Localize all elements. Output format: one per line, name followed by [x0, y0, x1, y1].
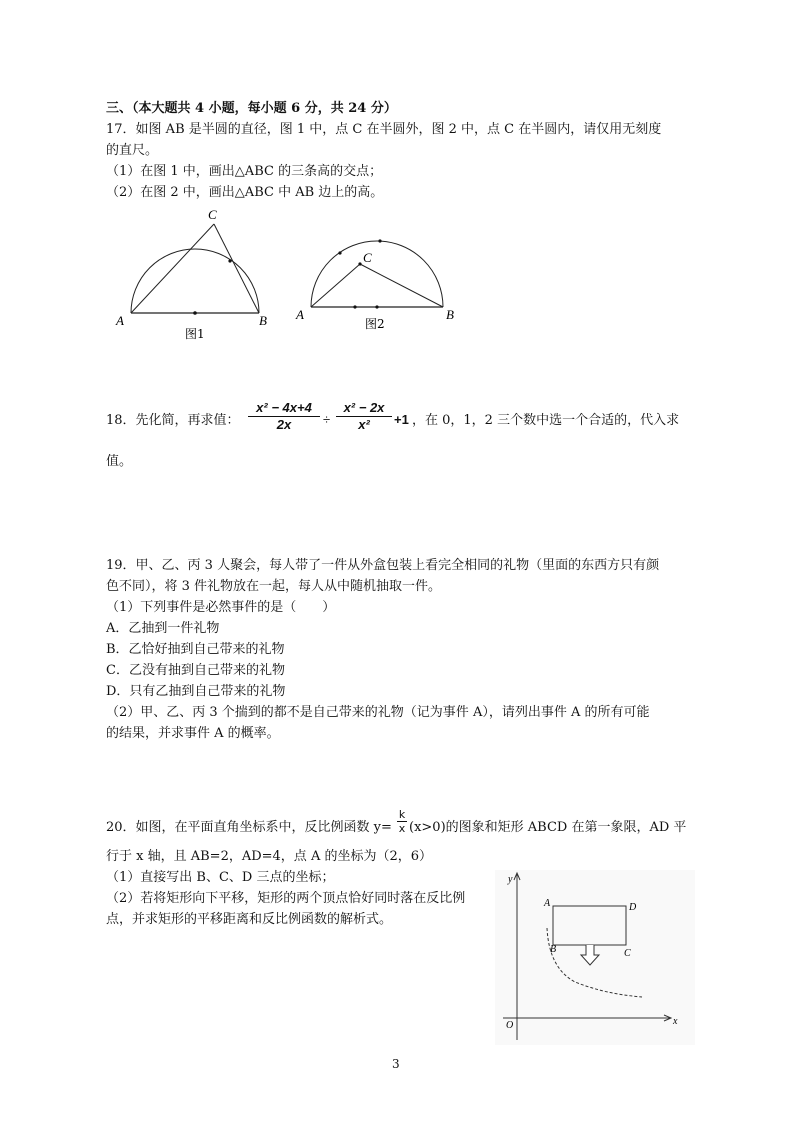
q19-option-d: D．只有乙抽到自己带来的礼物 — [106, 684, 286, 699]
q20-frac-x-den: x — [398, 822, 406, 835]
figure-2 — [296, 230, 466, 335]
q18-fraction-1 — [248, 400, 320, 433]
fig2-caption: 图2 — [365, 317, 385, 331]
q19-line2: 色不同），将 3 件礼物放在一起，每人从中随机抽取一件。 — [106, 579, 442, 594]
q20-frac-k-num: k — [398, 808, 406, 821]
fig1-side-ac — [131, 224, 214, 313]
fig2-label-a: A — [296, 307, 304, 322]
q18-line2: 值。 — [106, 454, 133, 469]
fig1-label-b: B — [259, 313, 267, 328]
fig1-label-a: A — [116, 313, 124, 328]
graph-label-x: x — [673, 1016, 678, 1027]
q18-divide-sign: ÷ — [323, 412, 331, 427]
q20-part2-line2: 点，并求矩形的平移距离和反比例函数的解析式。 — [106, 912, 393, 927]
graph-label-o: O — [506, 1020, 514, 1031]
q18-fraction-2 — [336, 400, 392, 433]
q18-prefix: 18．先化简，再求值： — [106, 413, 240, 428]
fig1-label-c: C — [208, 207, 217, 222]
graph-label-d: D — [629, 902, 637, 913]
q17-part2: （2）在图 2 中，画出△ABC 中 AB 边上的高。 — [106, 185, 384, 200]
q20-suffix: (x>0)的图象和矩形 ABCD 在第一象限，AD 平 — [409, 820, 687, 835]
q19-line1: 19．甲、乙、丙 3 人聚会，每人带了一件从外盒包装上看完全相同的礼物（里面的东西方只有颜 — [106, 558, 660, 573]
fig2-side-ac — [311, 264, 360, 307]
q18-frac1-numerator: x² − 4x+4 — [248, 400, 320, 417]
q17-line2: 的直尺。 — [106, 143, 159, 158]
q20-part1: （1）直接写出 B、C、D 三点的坐标； — [106, 870, 335, 885]
graph-label-a: A — [544, 898, 551, 909]
q17-line1: 17．如图 AB 是半圆的直径，图 1 中，点 C 在半圆外，图 2 中，点 C 在半圆内，请仅用无刻度 — [106, 122, 662, 137]
fig1-center-dot — [193, 311, 197, 315]
q20-line2: 行于 x 轴，且 AB=2，AD=4，点 A 的坐标为（2，6） — [106, 849, 433, 864]
q19-part2-line1: （2）甲、乙、丙 3 个揣到的都不是自己带来的礼物（记为事件 A），请列出事件 A 的所有可能 — [106, 705, 650, 720]
q19-option-b: B．乙恰好抽到自己带来的礼物 — [106, 642, 285, 657]
fig1-side-bc — [214, 224, 259, 313]
graph-label-c: C — [624, 948, 631, 959]
q18-frac2-numerator: x² − 2x — [336, 400, 392, 417]
figure-1 — [110, 205, 280, 340]
graph-label-y: y — [508, 874, 513, 885]
q20-prefix: 20．如图，在平面直角坐标系中，反比例函数 y= — [106, 820, 392, 835]
fig1-dot — [228, 259, 231, 262]
q18-plus-one: +1 — [394, 412, 409, 427]
fig2-side-bc — [360, 264, 443, 307]
q19-part1: （1）下列事件是必然事件的是（ ） — [106, 600, 336, 615]
q20-part2-line1: （2）若将矩形向下平移，矩形的两个顶点恰好同时落在反比例 — [106, 891, 466, 906]
q20-frac-k — [397, 808, 407, 835]
q19-option-a: A．乙抽到一件礼物 — [106, 621, 220, 636]
fig1-caption: 图1 — [185, 327, 205, 341]
fig1-semicircle — [131, 249, 259, 313]
q18-frac1-denominator: 2x — [276, 417, 292, 432]
graph-label-b: B — [550, 944, 557, 955]
q17-part1: （1）在图 1 中，画出△ABC 的三条高的交点； — [106, 164, 383, 179]
fig2-label-c: C — [363, 250, 372, 265]
q18-suffix: ，在 0，1，2 三个数中选一个合适的，代入求 — [412, 413, 680, 428]
q19-part2-line2: 的结果，并求事件 A 的概率。 — [106, 726, 280, 741]
page-number: 3 — [392, 1057, 400, 1071]
q20-graph — [495, 870, 695, 1045]
q19-option-c: C．乙没有抽到自己带来的礼物 — [106, 663, 285, 678]
q18-frac2-denominator: x² — [358, 417, 370, 432]
fig2-label-b: B — [446, 307, 454, 322]
section-header: 三、（本大题共 4 小题，每小题 6 分，共 24 分） — [106, 101, 397, 116]
